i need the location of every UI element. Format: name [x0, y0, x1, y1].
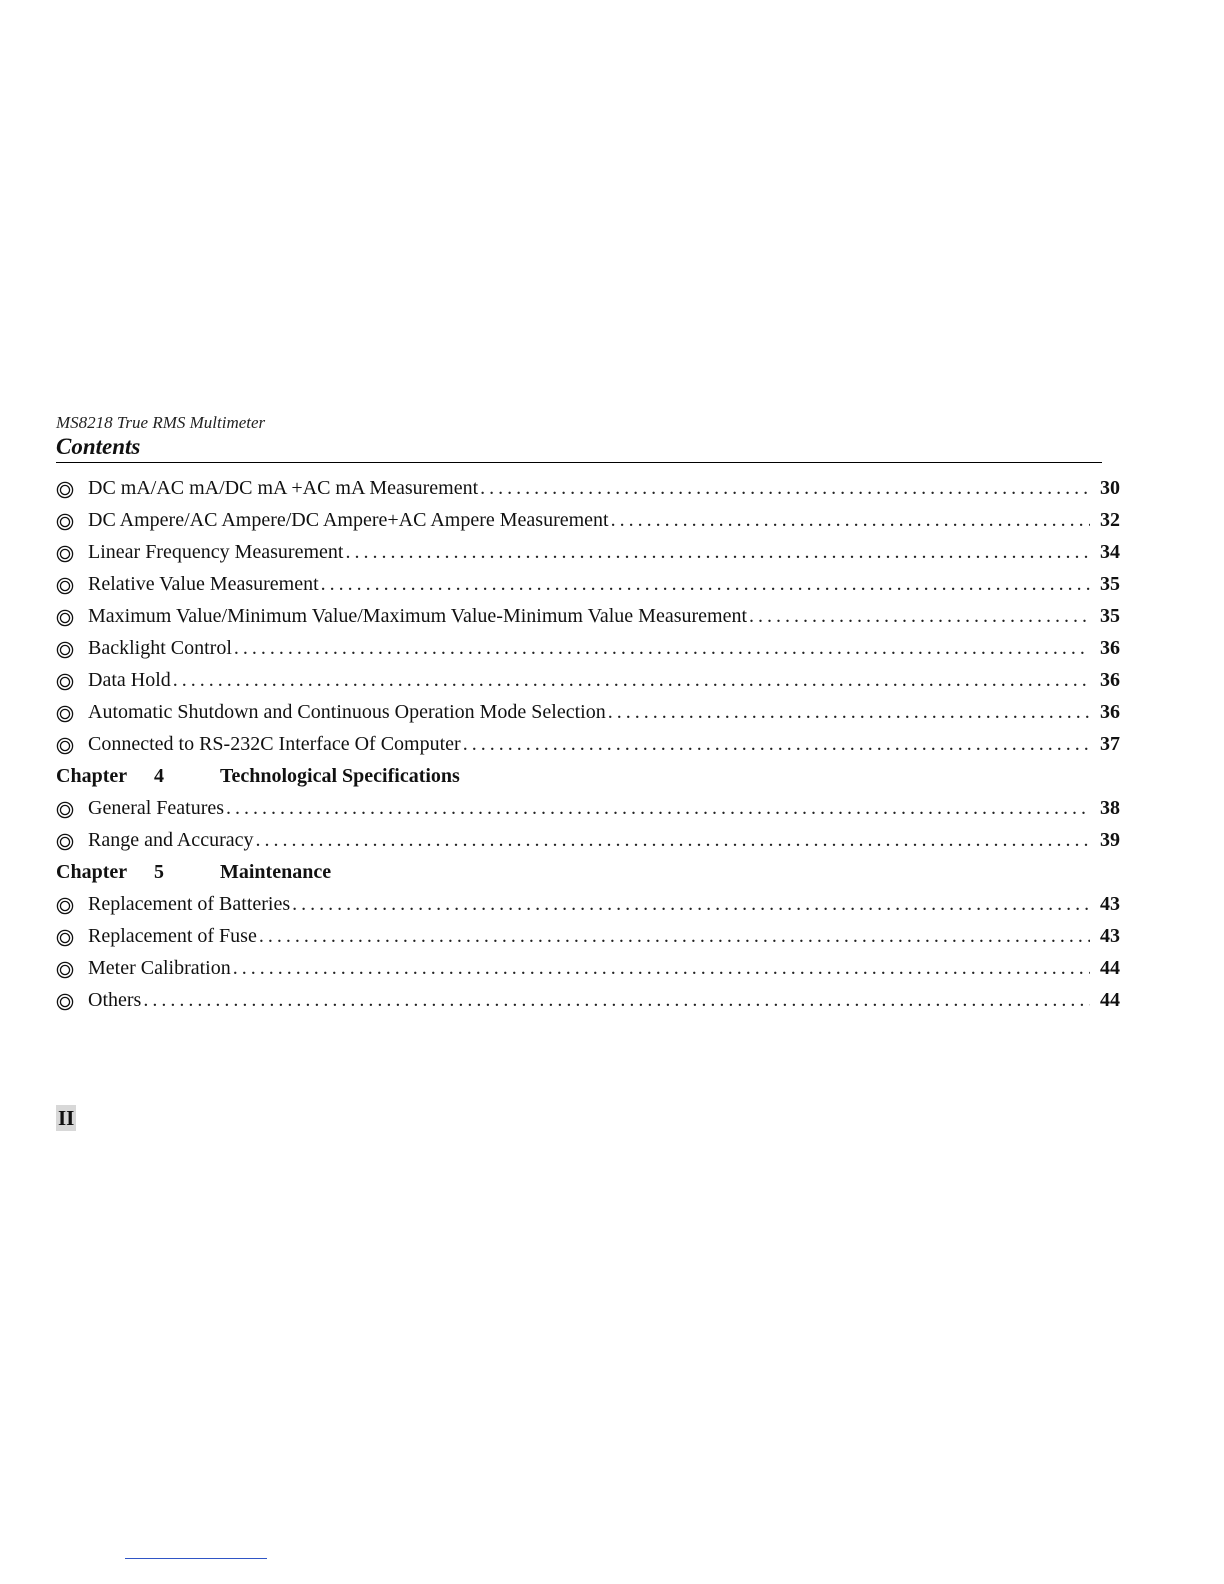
dot-leader — [233, 956, 1090, 980]
toc-entry[interactable] — [56, 692, 1120, 724]
double-circle-icon — [56, 833, 74, 851]
toc-entry[interactable] — [56, 564, 1120, 596]
toc-page-number: 44 — [1100, 989, 1120, 1011]
double-circle-icon — [56, 705, 74, 723]
double-circle-icon — [56, 545, 74, 563]
chapter-title: Maintenance — [220, 861, 332, 883]
page-number-roman: II — [58, 1106, 75, 1130]
chapter-word: Chapter — [56, 765, 128, 787]
toc-page-number: 44 — [1100, 957, 1120, 979]
dot-leader — [234, 636, 1090, 660]
toc-page-number: 38 — [1100, 797, 1120, 819]
toc-entry[interactable] — [56, 788, 1120, 820]
chapter-number: 4 — [154, 765, 164, 787]
toc-page-number: 32 — [1100, 509, 1120, 531]
dot-leader — [480, 476, 1090, 500]
double-circle-icon — [56, 929, 74, 947]
chapter-number: 5 — [154, 861, 164, 883]
toc-entry-title: Linear Frequency Measurement — [88, 541, 344, 563]
dot-leader — [345, 540, 1090, 564]
toc-page-number: 34 — [1100, 541, 1120, 563]
double-circle-icon — [56, 577, 74, 595]
dot-leader — [292, 892, 1090, 916]
toc-entry[interactable] — [56, 468, 1120, 500]
contents-title: Contents — [56, 434, 141, 459]
toc-entry-title: Connected to RS-232C Interface Of Computer — [88, 733, 461, 755]
toc-page-number: 35 — [1100, 605, 1120, 627]
toc-entry-title: Replacement of Fuse — [88, 925, 257, 947]
toc-entry-title: Replacement of Batteries — [88, 893, 291, 915]
chapter-title: Technological Specifications — [220, 765, 460, 787]
chapter-heading[interactable] — [56, 852, 1120, 884]
chapter-word: Chapter — [56, 861, 128, 883]
toc-entry-title: Data Hold — [88, 669, 171, 691]
dot-leader — [143, 988, 1090, 1012]
toc-page-number: 35 — [1100, 573, 1120, 595]
toc-page-number: 39 — [1100, 829, 1120, 851]
toc-entry[interactable] — [56, 628, 1120, 660]
dot-leader — [608, 700, 1090, 724]
double-circle-icon — [56, 609, 74, 627]
toc-entry-title: Automatic Shutdown and Continuous Operation Mode Selection — [88, 701, 606, 723]
toc-entry-title: DC Ampere/AC Ampere/DC Ampere+AC Ampere Measurement — [88, 509, 609, 531]
footnote-separator — [125, 1558, 267, 1559]
toc-entry-title: DC mA/AC mA/DC mA +AC mA Measurement — [88, 477, 479, 499]
toc-entry[interactable] — [56, 948, 1120, 980]
double-circle-icon — [56, 961, 74, 979]
manual-title: MS8218 True RMS Multimeter — [56, 413, 266, 432]
toc-page-number: 36 — [1100, 637, 1120, 659]
table-of-contents — [56, 468, 1120, 1012]
toc-entry[interactable] — [56, 916, 1120, 948]
double-circle-icon — [56, 673, 74, 691]
toc-entry[interactable] — [56, 724, 1120, 756]
toc-entry[interactable] — [56, 884, 1120, 916]
chapter-heading[interactable] — [56, 756, 1120, 788]
toc-entry-title: Maximum Value/Minimum Value/Maximum Value-Minimum Value Measurement — [88, 605, 748, 627]
double-circle-icon — [56, 993, 74, 1011]
toc-entry[interactable] — [56, 660, 1120, 692]
dot-leader — [611, 508, 1090, 532]
toc-page-number: 36 — [1100, 701, 1120, 723]
dot-leader — [173, 668, 1090, 692]
toc-entry[interactable] — [56, 500, 1120, 532]
toc-entry-title: Range and Accuracy — [88, 829, 254, 851]
double-circle-icon — [56, 897, 74, 915]
toc-entry[interactable] — [56, 820, 1120, 852]
dot-leader — [749, 604, 1090, 628]
page-header — [56, 412, 1102, 463]
dot-leader — [255, 828, 1090, 852]
toc-entry[interactable] — [56, 596, 1120, 628]
toc-entry[interactable] — [56, 532, 1120, 564]
toc-page-number: 43 — [1100, 893, 1120, 915]
toc-page-number: 37 — [1100, 733, 1120, 755]
double-circle-icon — [56, 513, 74, 531]
dot-leader — [259, 924, 1090, 948]
double-circle-icon — [56, 641, 74, 659]
toc-entry-title: Relative Value Measurement — [88, 573, 319, 595]
toc-entry-title: Meter Calibration — [88, 957, 231, 979]
dot-leader — [321, 572, 1090, 596]
toc-entry[interactable] — [56, 980, 1120, 1012]
double-circle-icon — [56, 801, 74, 819]
toc-entry-title: Others — [88, 989, 142, 1011]
toc-page-number: 30 — [1100, 477, 1120, 499]
dot-leader — [226, 796, 1090, 820]
toc-page-number: 43 — [1100, 925, 1120, 947]
toc-entry-title: Backlight Control — [88, 637, 232, 659]
double-circle-icon — [56, 737, 74, 755]
dot-leader — [463, 732, 1090, 756]
toc-page-number: 36 — [1100, 669, 1120, 691]
double-circle-icon — [56, 481, 74, 499]
toc-entry-title: General Features — [88, 797, 225, 819]
